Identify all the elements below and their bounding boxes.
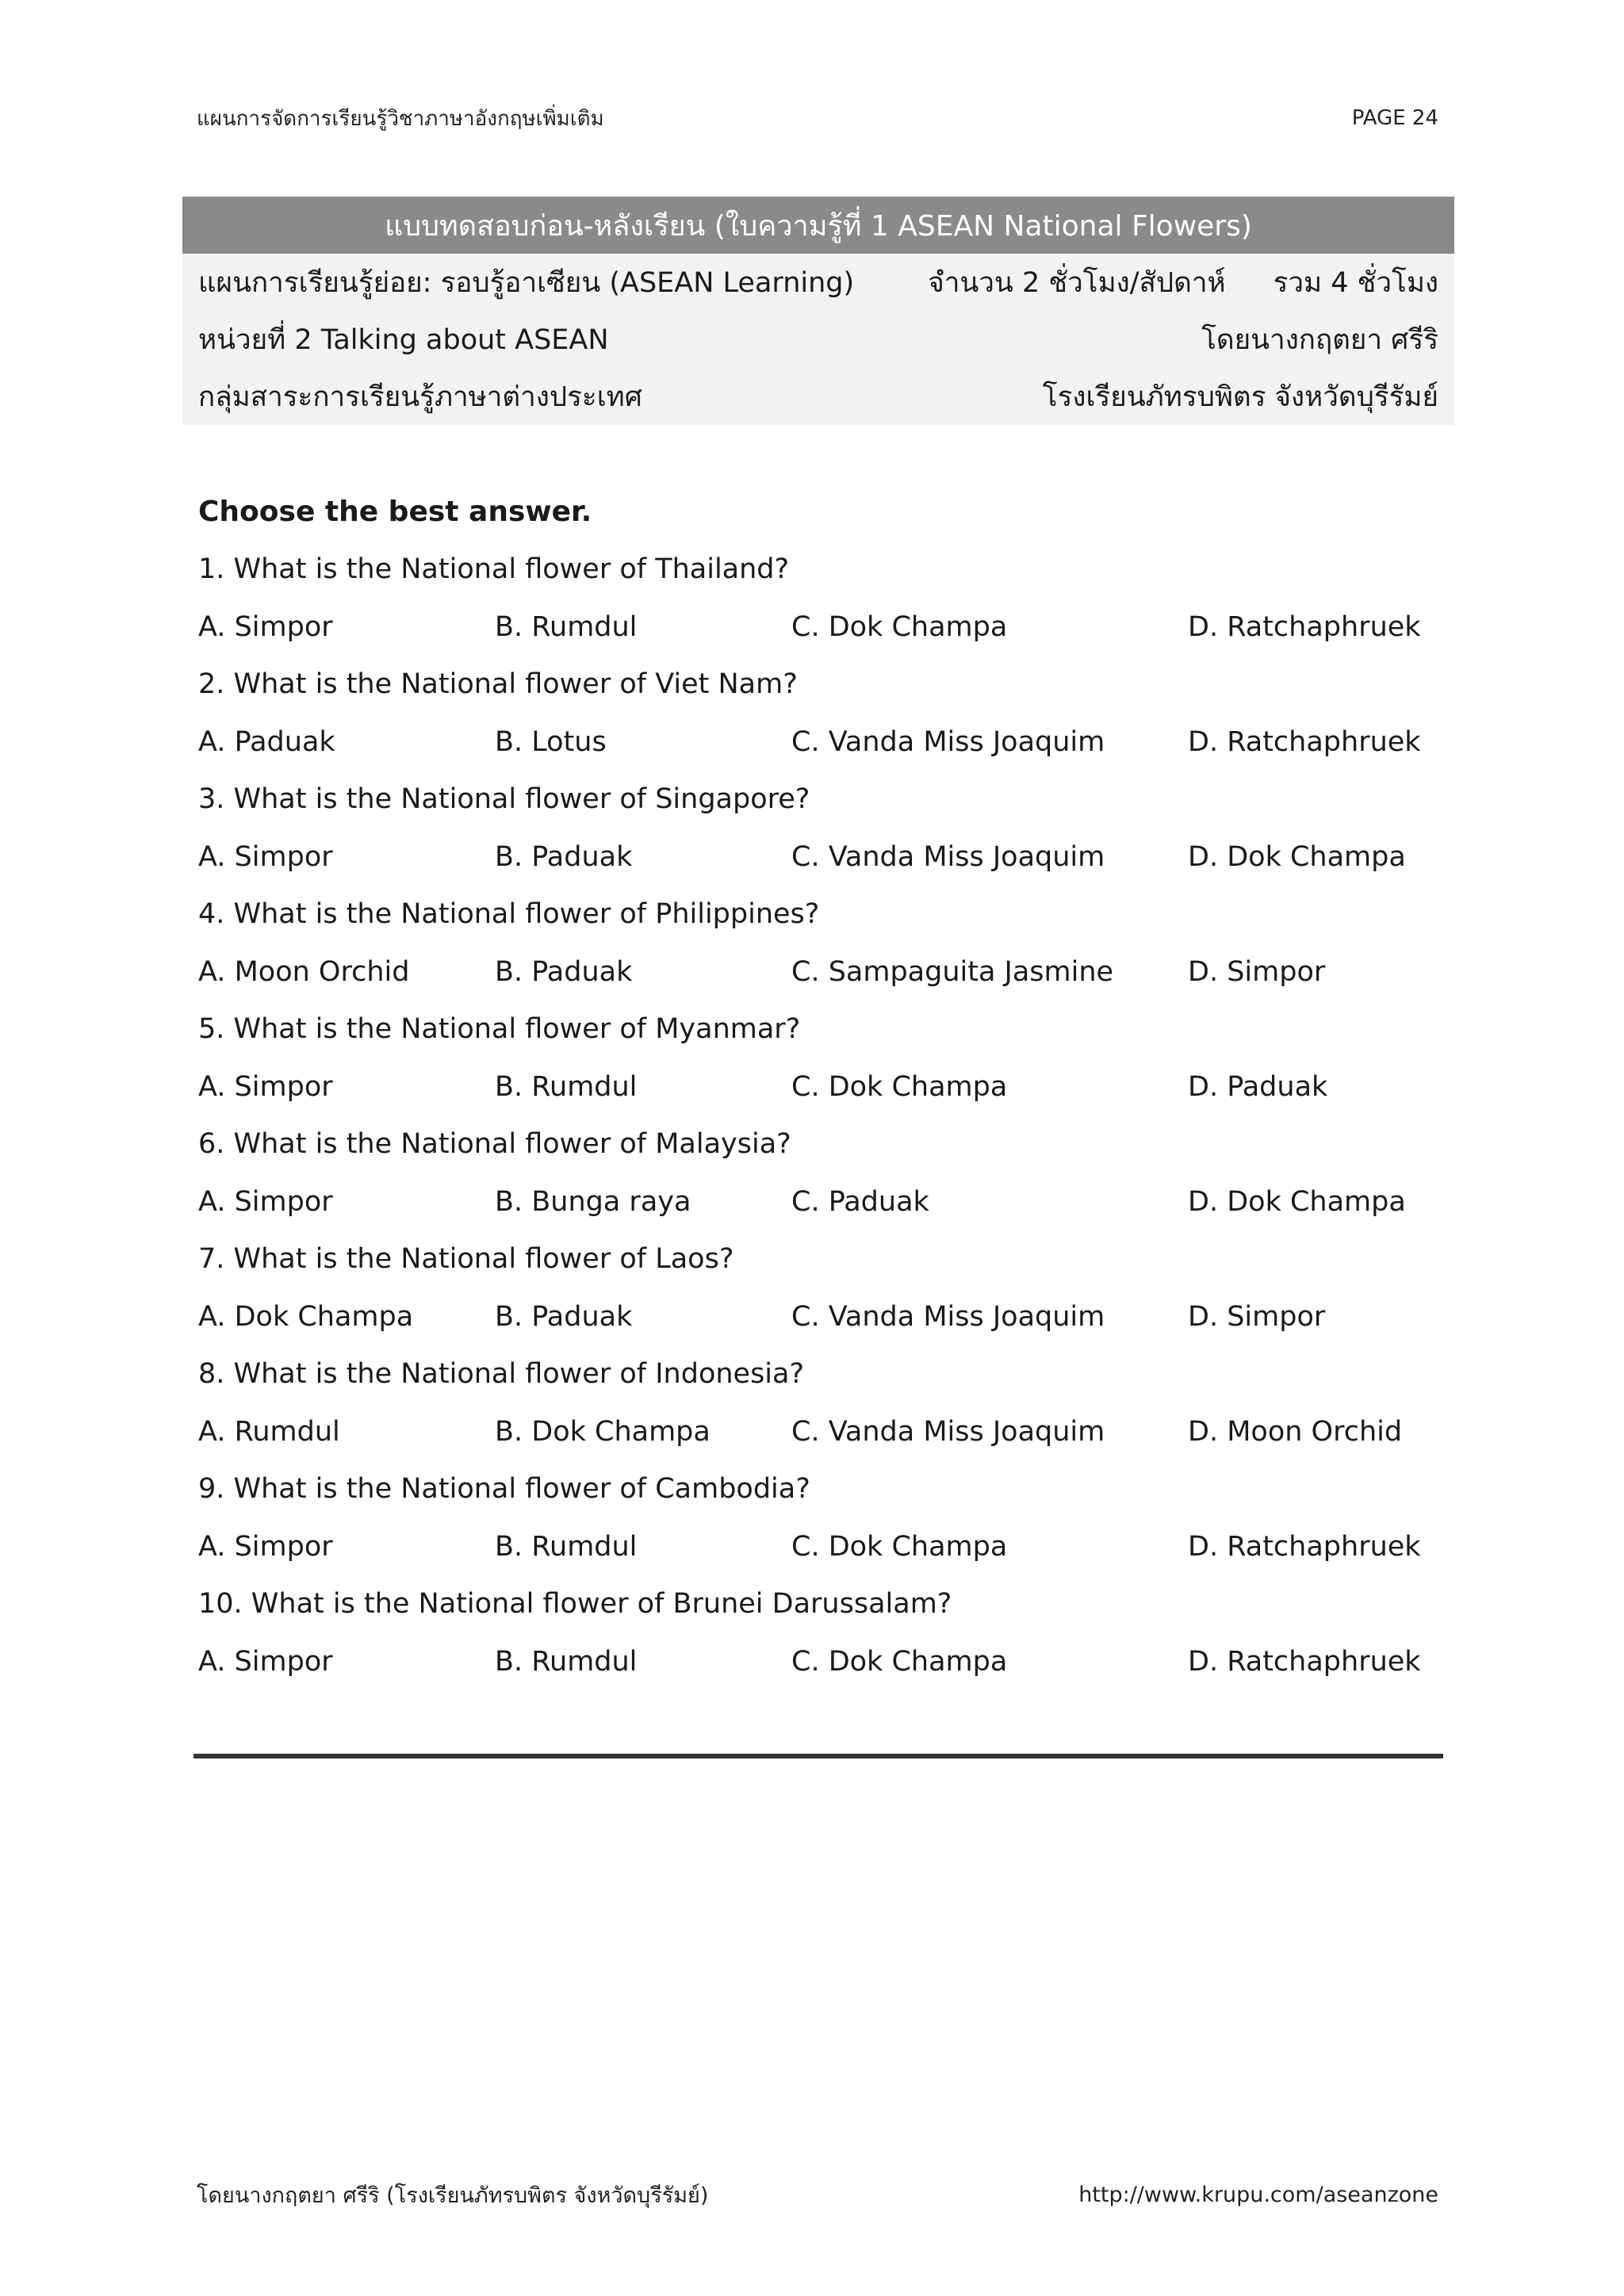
option-a[interactable]: A. Dok Champa: [198, 1300, 414, 1333]
answer-options: [198, 1173, 1451, 1231]
question-text: 9. What is the National flower of Cambodia?: [198, 1473, 810, 1505]
option-c[interactable]: C. Vanda Miss Joaquim: [791, 725, 1105, 758]
option-a[interactable]: A. Simpor: [198, 840, 333, 873]
page-number: PAGE 24: [1351, 106, 1438, 130]
info-row-plan: [182, 254, 1454, 311]
question-list: [198, 541, 1451, 1690]
total-hours: รวม 4 ชั่วโมง: [1273, 266, 1438, 299]
option-c[interactable]: C. Vanda Miss Joaquim: [791, 1300, 1105, 1333]
option-c[interactable]: C. Dok Champa: [791, 1530, 1008, 1563]
option-b[interactable]: B. Bunga raya: [495, 1185, 691, 1218]
option-b[interactable]: B. Dok Champa: [495, 1415, 710, 1448]
question-text: 3. What is the National flower of Singapore?: [198, 783, 810, 815]
answer-options: [198, 1518, 1451, 1576]
page-header: [197, 98, 1438, 138]
option-b[interactable]: B. Rumdul: [495, 1530, 638, 1563]
option-b[interactable]: B. Lotus: [495, 725, 607, 758]
option-b[interactable]: B. Rumdul: [495, 1070, 638, 1103]
test-info-box: [182, 197, 1454, 425]
answer-options: [198, 943, 1451, 1001]
option-a[interactable]: A. Simpor: [198, 1645, 333, 1678]
answer-options: [198, 828, 1451, 886]
option-a[interactable]: A. Simpor: [198, 1070, 333, 1103]
question-text: 5. What is the National flower of Myanmar?: [198, 1013, 801, 1045]
option-a[interactable]: A. Rumdul: [198, 1415, 340, 1448]
option-a[interactable]: A. Simpor: [198, 1185, 333, 1218]
answer-options: [198, 599, 1451, 656]
test-title: แบบทดสอบก่อน-หลังเรียน (ใบความรู้ที่ 1 ASEAN National Flowers): [182, 197, 1454, 254]
option-c[interactable]: C. Paduak: [791, 1185, 929, 1218]
school: โรงเรียนภัทรบพิตร จังหวัดบุรีรัมย์: [1042, 381, 1438, 413]
option-b[interactable]: B. Rumdul: [495, 1645, 638, 1678]
option-d[interactable]: D. Simpor: [1188, 955, 1326, 988]
option-b[interactable]: B. Rumdul: [495, 610, 638, 643]
footer-author: โดยนางกฤตยา ศรีริ (โรงเรียนภัทรบพิตร จังหวัดบุรีรัมย์): [197, 2183, 709, 2208]
subject-group: กลุ่มสาระการเรียนรู้ภาษาต่างประเทศ: [198, 381, 642, 413]
question-text: 4. What is the National flower of Philippines?: [198, 898, 820, 930]
option-b[interactable]: B. Paduak: [495, 1300, 633, 1333]
answer-options: [198, 1403, 1451, 1461]
option-d[interactable]: D. Simpor: [1188, 1300, 1326, 1333]
option-d[interactable]: D. Paduak: [1188, 1070, 1328, 1103]
option-d[interactable]: D. Dok Champa: [1188, 1185, 1406, 1218]
option-a[interactable]: A. Simpor: [198, 610, 333, 643]
option-a[interactable]: A. Simpor: [198, 1530, 333, 1563]
unit-label: หน่วยที่ 2 Talking about ASEAN: [198, 323, 609, 356]
page-footer: [197, 2179, 1438, 2210]
option-c[interactable]: C. Dok Champa: [791, 1070, 1008, 1103]
answer-options: [198, 1058, 1451, 1116]
question-text: 8. What is the National flower of Indonesia?: [198, 1358, 805, 1390]
option-c[interactable]: C. Vanda Miss Joaquim: [791, 840, 1105, 873]
option-c[interactable]: C. Sampaguita Jasmine: [791, 955, 1114, 988]
option-d[interactable]: D. Dok Champa: [1188, 840, 1406, 873]
option-c[interactable]: C. Vanda Miss Joaquim: [791, 1415, 1105, 1448]
option-d[interactable]: D. Moon Orchid: [1188, 1415, 1403, 1448]
option-d[interactable]: D. Ratchaphruek: [1188, 1530, 1421, 1563]
option-d[interactable]: D. Ratchaphruek: [1188, 610, 1421, 643]
sub-plan: แผนการเรียนรู้ย่อย: รอบรู้อาเซียน (ASEAN Learning): [198, 266, 855, 299]
option-a[interactable]: A. Paduak: [198, 725, 335, 758]
option-a[interactable]: A. Moon Orchid: [198, 955, 410, 988]
quiz-content: [198, 484, 1451, 1690]
option-b[interactable]: B. Paduak: [495, 955, 633, 988]
hours-per-week: จำนวน 2 ชั่วโมง/สัปดาห์: [928, 266, 1226, 299]
question-text: 2. What is the National flower of Viet Nam?: [198, 668, 798, 700]
option-b[interactable]: B. Paduak: [495, 840, 633, 873]
answer-options: [198, 1288, 1451, 1346]
question-text: 6. What is the National flower of Malaysia?: [198, 1128, 791, 1160]
question-text: 10. What is the National flower of Brunei Darussalam?: [198, 1588, 952, 1620]
info-row-unit: [182, 311, 1454, 368]
header-subject: แผนการจัดการเรียนรู้วิชาภาษาอังกฤษเพิ่มเติม: [197, 106, 604, 131]
question-text: 7. What is the National flower of Laos?: [198, 1243, 734, 1275]
author: โดยนางกฤตยา ศรีริ: [1201, 323, 1438, 356]
info-row-group: [182, 368, 1454, 425]
footer-url: http://www.krupu.com/aseanzone: [1078, 2182, 1438, 2207]
question-text: 1. What is the National flower of Thailand?: [198, 553, 790, 585]
option-c[interactable]: C. Dok Champa: [791, 1645, 1008, 1678]
option-d[interactable]: D. Ratchaphruek: [1188, 1645, 1421, 1678]
double-divider: [193, 1754, 1443, 1758]
answer-options: [198, 714, 1451, 771]
option-c[interactable]: C. Dok Champa: [791, 610, 1008, 643]
instruction: Choose the best answer.: [198, 496, 592, 528]
option-d[interactable]: D. Ratchaphruek: [1188, 725, 1421, 758]
answer-options: [198, 1633, 1451, 1691]
